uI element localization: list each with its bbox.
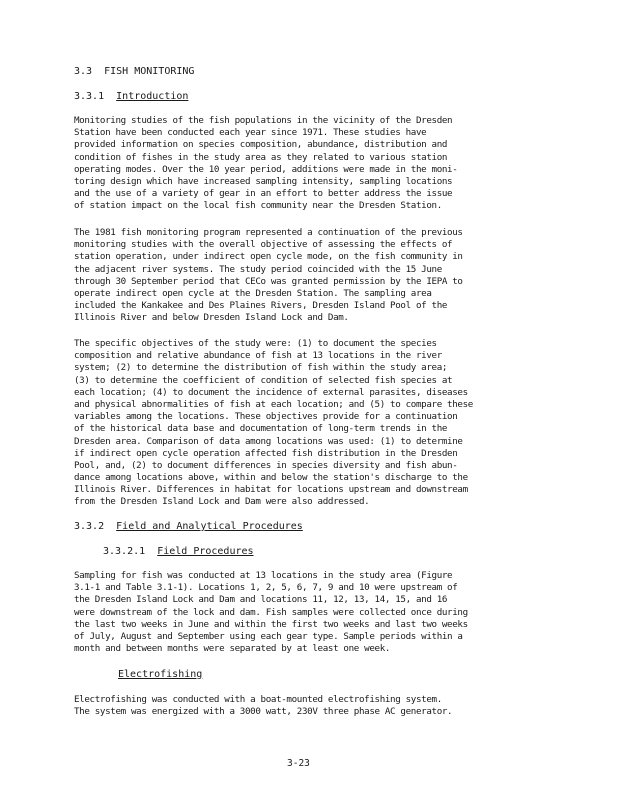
- text-line: monitoring studies with the overall objective of assessing the effects of: [74, 239, 453, 251]
- field-heading-number: 3.3.2.1: [103, 546, 146, 557]
- text-line: Station have been conducted each year since 1971. These studies have: [74, 127, 427, 139]
- text-line: The specific objectives of the study were: (1) to document the species: [74, 338, 437, 349]
- electrofishing-heading-title: Electrofishing: [118, 669, 203, 680]
- text-line: system; (2) to determine the distribution of fish within the study area;: [74, 362, 448, 374]
- text-line: included the Kankakee and Des Plaines Rivers, Dresden Island Pool of the: [74, 300, 448, 312]
- text-line: dance among locations above, within and below the station's discharge to the: [74, 472, 468, 484]
- text-line: the adjacent river systems. The study period coincided with the 15 June: [74, 263, 442, 275]
- text-line: (3) to determine the coefficient of condition of selected fish species at: [74, 374, 453, 386]
- text-line: Dresden area. Comparison of data among locations was used: (1) to determine: [74, 435, 463, 447]
- text-line: station operation, under indirect open cycle mode, on the fish community in: [74, 251, 463, 263]
- text-line: the Dresden Island Lock and Dam and locations 11, 12, 13, 14, 15, and 16: [74, 594, 448, 606]
- page-number: 3-23: [287, 758, 310, 769]
- methods-heading: [74, 521, 303, 533]
- intro-paragraph-3: [74, 338, 473, 509]
- text-line: of the historical data base and documentation of long-term trends in the: [74, 423, 448, 435]
- field-procedures-paragraph: [74, 570, 468, 655]
- text-line: The 1981 fish monitoring program represented a continuation of the previous: [74, 227, 463, 238]
- field-procedures-heading: [103, 546, 254, 558]
- text-line: Illinois River. Differences in habitat for locations upstream and downstream: [74, 484, 468, 496]
- intro-paragraph-1: [74, 115, 457, 213]
- text-line: Illinois River and below Dresden Island Lock and Dam.: [74, 312, 349, 324]
- text-line: each location; (4) to document the incidence of external parasites, diseases: [74, 386, 468, 398]
- intro-heading-title: Introduction: [116, 91, 189, 102]
- intro-heading: [74, 91, 188, 103]
- intro-heading-number: 3.3.1: [74, 91, 105, 102]
- methods-heading-title: Field and Analytical Procedures: [116, 521, 303, 532]
- text-line: condition of fishes in the study area as they related to various station: [74, 151, 448, 163]
- text-line: composition and relative abundance of fish at 13 locations in the river: [74, 350, 442, 362]
- text-line: the last two weeks in June and within the first two weeks and last two weeks: [74, 618, 468, 630]
- section-title: FISH MONITORING: [104, 66, 195, 77]
- text-line: operating modes. Over the 10 year period, additions were made in the moni-: [74, 163, 458, 175]
- text-line: variables among the locations. These objectives provide for a continuation: [74, 411, 458, 423]
- text-line: Monitoring studies of the fish populations in the vicinity of the Dresden: [74, 115, 453, 126]
- text-line: and the use of a variety of gear in an effort to better address the issue: [74, 188, 453, 200]
- text-line: were downstream of the lock and dam. Fish samples were collected once during: [74, 606, 468, 618]
- text-line: Electrofishing was conducted with a boat-mounted electrofishing system.: [74, 694, 442, 705]
- intro-paragraph-2: [74, 227, 463, 325]
- text-line: 3.1-1 and Table 3.1-1). Locations 1, 2, 5, 6, 7, 9 and 10 were upstream of: [74, 582, 458, 594]
- methods-heading-number: 3.3.2: [74, 521, 105, 532]
- electrofishing-heading: [118, 669, 202, 681]
- text-line: of July, August and September using each gear type. Sample periods within a: [74, 630, 463, 642]
- text-line: of station impact on the local fish community near the Dresden Station.: [74, 200, 442, 212]
- text-line: if indirect open cycle operation affected fish distribution in the Dresden: [74, 447, 458, 459]
- text-line: through 30 September period that CECo was granted permission by the IEPA to: [74, 275, 463, 287]
- electrofishing-paragraph: [74, 694, 452, 718]
- text-line: operate indirect open cycle at the Dresden Station. The sampling area: [74, 287, 432, 299]
- field-heading-title: Field Procedures: [157, 546, 254, 557]
- text-line: toring design which have increased sampling intensity, sampling locations: [74, 175, 453, 187]
- section-number: 3.3: [74, 66, 93, 77]
- text-line: provided information on species composition, abundance, distribution and: [74, 139, 448, 151]
- text-line: Sampling for fish was conducted at 13 locations in the study area (Figure: [74, 570, 453, 581]
- text-line: and physical abnormalities of fish at each location; and (5) to compare these: [74, 398, 473, 410]
- section-heading: [74, 66, 194, 78]
- text-line: month and between months were separated by at least one week.: [74, 643, 391, 655]
- text-line: Pool, and, (2) to document differences in species diversity and fish abun-: [74, 459, 458, 471]
- text-line: from the Dresden Island Lock and Dam were also addressed.: [74, 496, 370, 508]
- text-line: The system was energized with a 3000 watt, 230V three phase AC generator.: [74, 706, 453, 718]
